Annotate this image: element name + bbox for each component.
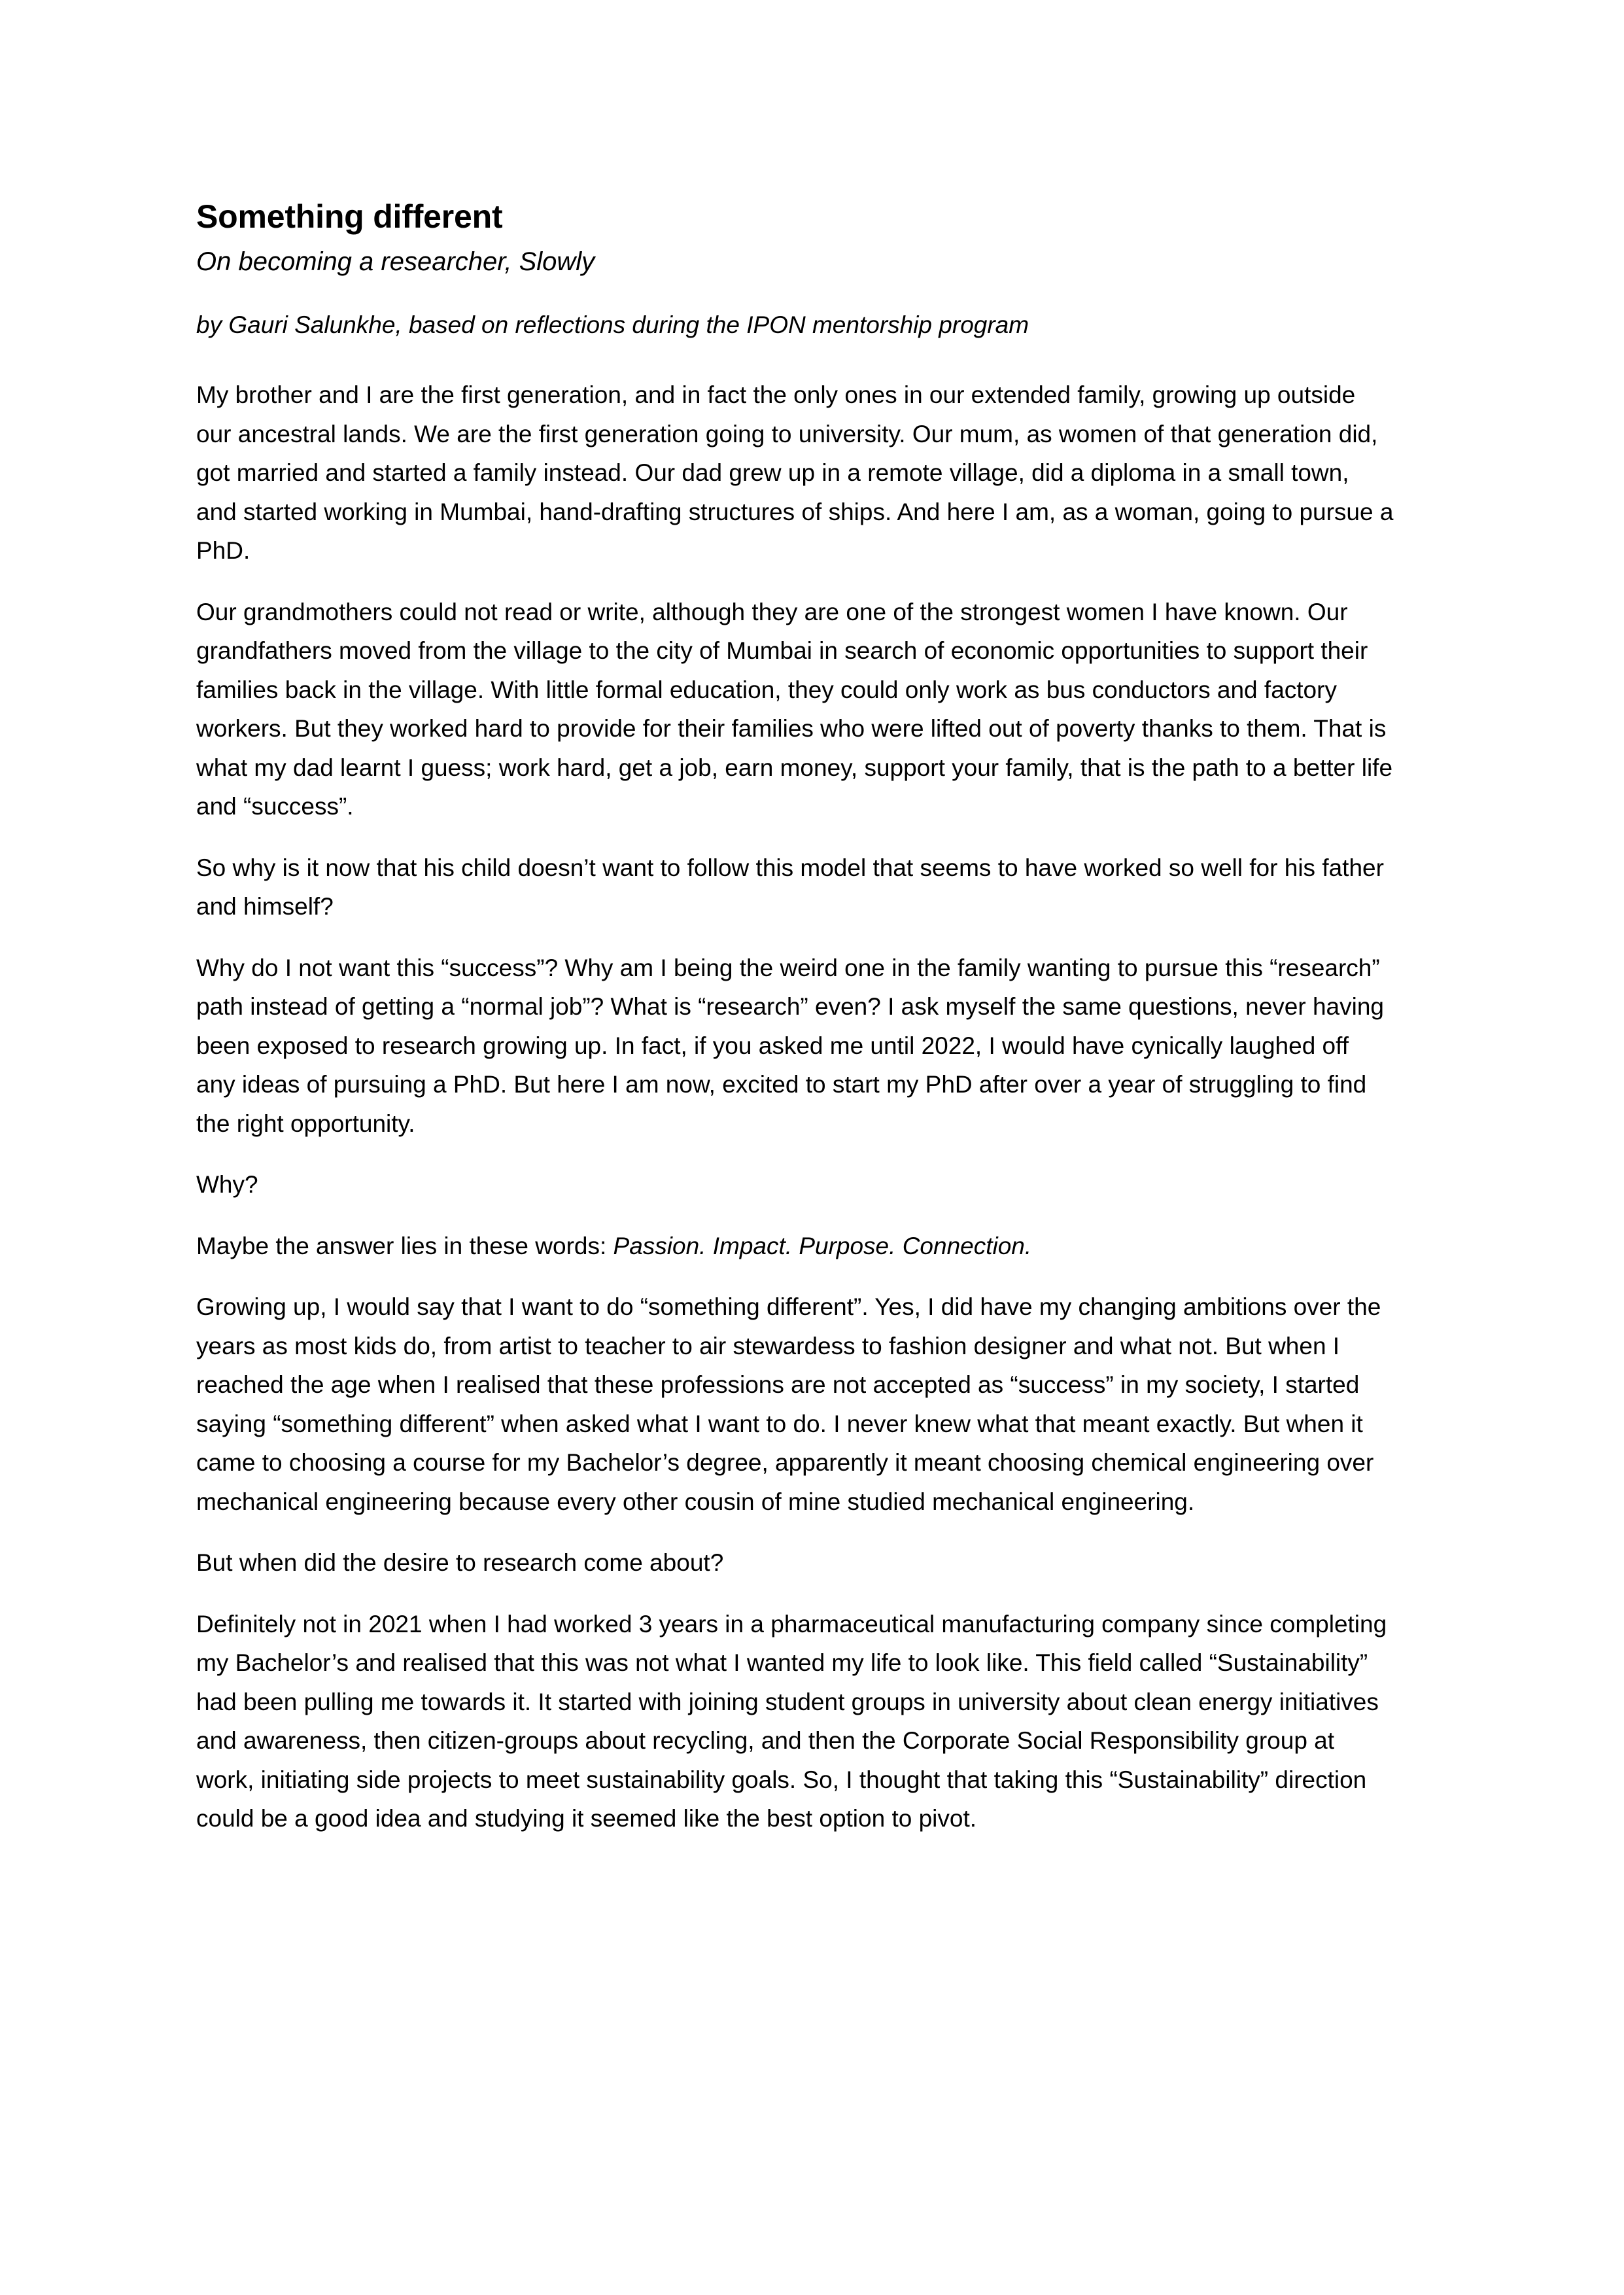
page-subtitle: On becoming a researcher, Slowly — [196, 247, 595, 276]
body-paragraph: Our grandmothers could not read or write, although they are one of the strongest women I have known. Our grandfathers moved from the village to the city of Mumbai in search of economic opportunities to support their families back in the village. With little formal education, they could only work as bus conductors and factory workers. But they worked hard to provide for their families who were lifted out of poverty thanks to them. That is what my dad learnt I guess; work hard, get a job, earn money, support your family, that is the path to a better life and “success”. — [196, 598, 1393, 820]
body-paragraph: Definitely not in 2021 when I had worked 3 years in a pharmaceutical manufacturing company since completing my Bachelor’s and realised that this was not what I wanted my life to look like. This field called “Sustainability” had been pulling me towards it. It started with joining student groups in university about clean energy initiatives and awareness, then citizen-groups about recycling, and then the Corporate Social Responsibility group at work, initiating side projects to meet sustainability goals. So, I thought that taking this “Sustainability” direction could be a good idea and studying it seemed like the best option to pivot. — [196, 1610, 1387, 1832]
document-body — [196, 196, 1394, 1838]
byline: by Gauri Salunkhe, based on reflections during the IPON mentorship program — [196, 311, 1029, 338]
page-title: Something different — [196, 198, 503, 235]
emphasised-keywords: Passion. Impact. Purpose. Connection. — [613, 1232, 1032, 1259]
body-paragraph: Why? — [196, 1171, 258, 1198]
body-paragraph: Why do I not want this “success”? Why am I being the weird one in the family wanting to pursue this “research” path instead of getting a “normal job”? What is “research” even? I ask myself the same questions, never having been exposed to research growing up. In fact, if you asked me until 2022, I would have cynically laughed off any ideas of pursuing a PhD. But here I am now, excited to start my PhD after over a year of struggling to find the right opportunity. — [196, 954, 1384, 1137]
body-paragraph — [196, 1227, 1394, 1266]
paragraph-lead-text: Maybe the answer lies in these words: — [196, 1232, 613, 1259]
body-paragraph: So why is it now that his child doesn’t want to follow this model that seems to have worked so well for his father and himself? — [196, 854, 1384, 920]
body-paragraph: My brother and I are the first generation, and in fact the only ones in our extended family, growing up outside our ancestral lands. We are the first generation going to university. Our mum, as women of that generation did, got married and started a family instead. Our dad grew up in a remote village, did a diploma in a small town, and started working in Mumbai, hand-drafting structures of ships. And here I am, as a woman, going to pursue a PhD. — [196, 381, 1394, 564]
body-paragraph: But when did the desire to research come about? — [196, 1549, 724, 1576]
body-paragraph: Growing up, I would say that I want to do “something different”. Yes, I did have my changing ambitions over the years as most kids do, from artist to teacher to air stewardess to fashion designer and what not. But when I reached the age when I realised that these professions are not accepted as “success” in my society, I started saying “something different” when asked what I want to do. I never knew what that meant exactly. But when it came to choosing a course for my Bachelor’s degree, apparently it meant choosing chemical engineering over mechanical engineering because every other cousin of mine studied mechanical engineering. — [196, 1293, 1381, 1515]
